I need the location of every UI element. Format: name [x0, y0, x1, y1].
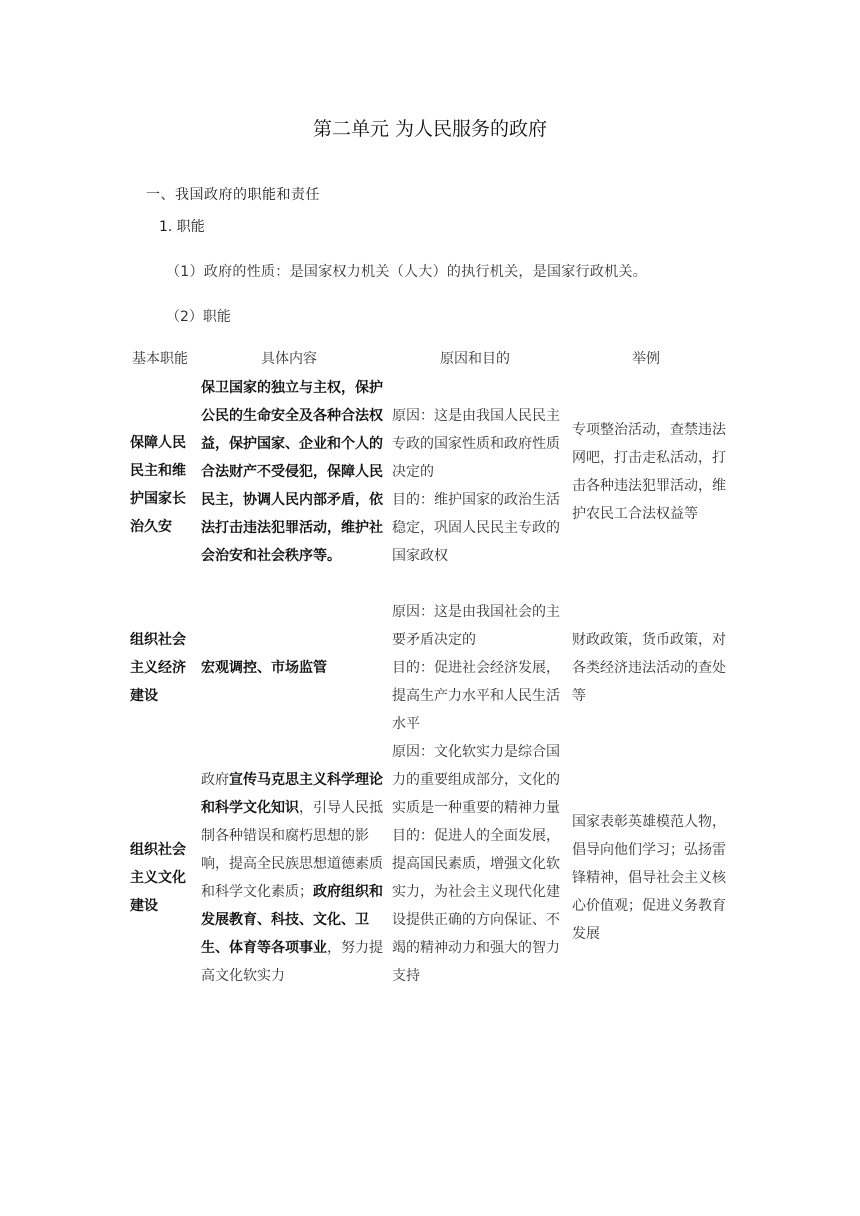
header-example: 举例 [632, 351, 660, 367]
row3-content-part5: ，努力提高文化软实力 [201, 940, 383, 984]
row1-reason: 原因：这是由我国人民民主专政的国家性质和政府性质决定的 [392, 408, 560, 480]
row2-function: 组织社会主义经济建设 [130, 632, 186, 704]
row1-example: 专项整治活动，查禁违法网吧，打击走私活动，打击各种违法犯罪活动，维护农民工合法权益等 [572, 422, 726, 522]
row3-content-part1: 政府 [201, 772, 229, 788]
row2-reason-purpose [392, 598, 568, 738]
row3-purpose: 目的：促进人的全面发展，提高国民素质，增强文化软实力，为社会主义现代化建设提供正确的方向保证、不竭的精神动力和强大的智力支持 [392, 828, 560, 984]
row1-reason-purpose [392, 402, 568, 570]
row2-content: 宏观调控、市场监管 [201, 660, 327, 676]
row3-reason: 原因：文化软实力是综合国力的重要组成部分，文化的实质是一种重要的精神力量 [392, 744, 560, 816]
page-title: 第二单元 为人民服务的政府 [312, 118, 548, 140]
row2-purpose: 目的：促进社会经济发展，提高生产力水平和人民生活水平 [392, 660, 560, 732]
row3-function: 组织社会主义文化建设 [130, 842, 186, 914]
row3-content [201, 766, 387, 990]
row1-function: 保障人民民主和维护国家长治久安 [130, 435, 186, 535]
row3-content-part2: 宣传马克思主义科学理论和科学文化知识 [201, 772, 383, 816]
nature-paragraph: （1）政府的性质：是国家权力机关（人大）的执行机关，是国家行政机关。 [166, 264, 648, 280]
subsection-heading: 1. 职能 [159, 219, 205, 235]
row1-content: 保卫国家的独立与主权，保护公民的生命安全及各种合法权益，保护国家、企业和个人的合法财产不受侵犯，保障人民民主，协调人民内部矛盾，依法打击违法犯罪活动，维护社会治安和社会秩序等。 [201, 380, 383, 564]
section-heading: 一、我国政府的职能和责任 [146, 187, 320, 203]
row2-example: 财政政策，货币政策，对各类经济违法活动的查处等 [572, 632, 726, 704]
header-reason: 原因和目的 [440, 351, 510, 367]
row3-content-part3: ，引导人民抵制各种错误和腐朽思想的影响，提高全民族思想道德素质和科学文化素质； [201, 800, 383, 900]
row1-purpose: 目的：维护国家的政治生活稳定，巩固人民民主专政的国家政权 [392, 492, 560, 564]
row2-reason: 原因：这是由我国社会的主要矛盾决定的 [392, 604, 560, 648]
functions-paragraph: （2）职能 [166, 309, 231, 325]
header-content: 具体内容 [261, 351, 317, 367]
header-function: 基本职能 [132, 351, 188, 367]
row3-reason-purpose [392, 738, 568, 990]
row3-example: 国家表彰英雄模范人物，倡导向他们学习；弘扬雷锋精神，倡导社会主义核心价值观；促进义务教育发展 [572, 814, 726, 942]
row3-content-part4: 政府组织和发展教育、科技、文化、卫生、体育等各项事业 [201, 884, 383, 956]
